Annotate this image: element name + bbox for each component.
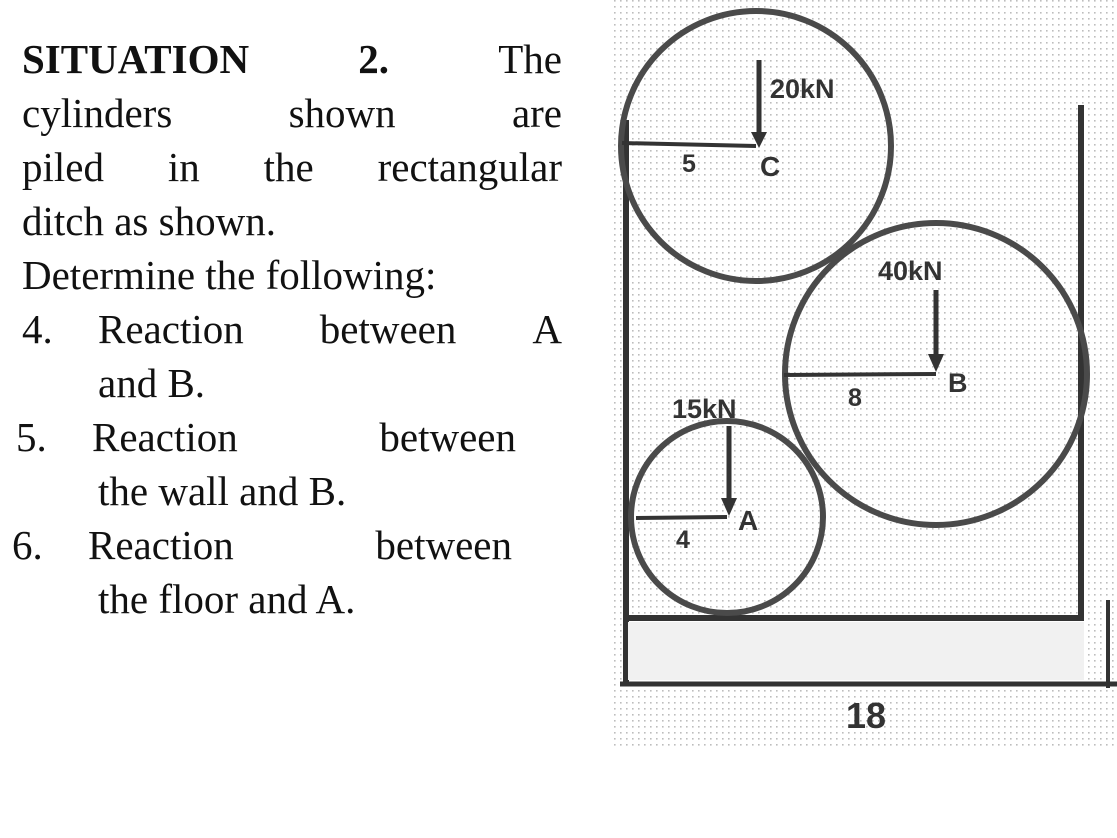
intro-word: cylinders [22, 90, 173, 136]
question-word: between [319, 306, 457, 352]
question-word: A [532, 306, 562, 352]
radius-label-a: 4 [676, 526, 690, 554]
intro-word: the [263, 144, 314, 190]
question-number: 6. [12, 522, 43, 568]
intro-word: piled [22, 144, 104, 190]
heading-line [22, 32, 562, 86]
instruction-line: Determine the following: [22, 252, 437, 298]
figure-svg [608, 0, 1117, 760]
intro-line-2 [22, 86, 562, 140]
radius-line-a [636, 517, 727, 518]
intro-word: rectangular [377, 144, 562, 190]
intro-word: in [167, 144, 200, 190]
question-4 [22, 302, 562, 410]
radius-line-b [784, 374, 936, 375]
ditch-width-label: 18 [846, 695, 887, 736]
intro-word: The [498, 36, 562, 82]
load-label-a: 15kN [672, 394, 737, 424]
question-6 [12, 518, 562, 626]
radius-label-c: 5 [682, 150, 696, 178]
question-word: Reaction [98, 306, 244, 352]
question-number: 5. [16, 414, 47, 460]
cylinder-label-b: B [948, 368, 968, 398]
radius-label-b: 8 [848, 384, 862, 412]
cylinder-label-a: A [738, 505, 759, 536]
question-number: 4. [22, 306, 53, 352]
problem-statement [12, 32, 562, 626]
question-continuation: and B. [98, 360, 206, 406]
load-label-b: 40kN [878, 256, 943, 286]
question-word: between [375, 522, 512, 568]
intro-line-4: ditch as shown. [22, 198, 276, 244]
question-5 [16, 410, 562, 518]
question-continuation: the wall and B. [98, 468, 347, 514]
floor-band [628, 622, 1084, 680]
question-word: between [379, 414, 516, 460]
question-word: Reaction [88, 522, 234, 568]
situation-number: 2. [358, 36, 390, 82]
question-continuation: the floor and A. [98, 576, 356, 622]
intro-word: are [511, 90, 562, 136]
intro-line-3 [22, 140, 562, 194]
situation-heading: SITUATION [22, 36, 250, 82]
cylinder-label-c: C [760, 151, 781, 182]
intro-word: shown [288, 90, 396, 136]
cylinders-figure [608, 0, 1117, 760]
load-label-c: 20kN [770, 74, 835, 104]
question-word: Reaction [92, 414, 238, 460]
